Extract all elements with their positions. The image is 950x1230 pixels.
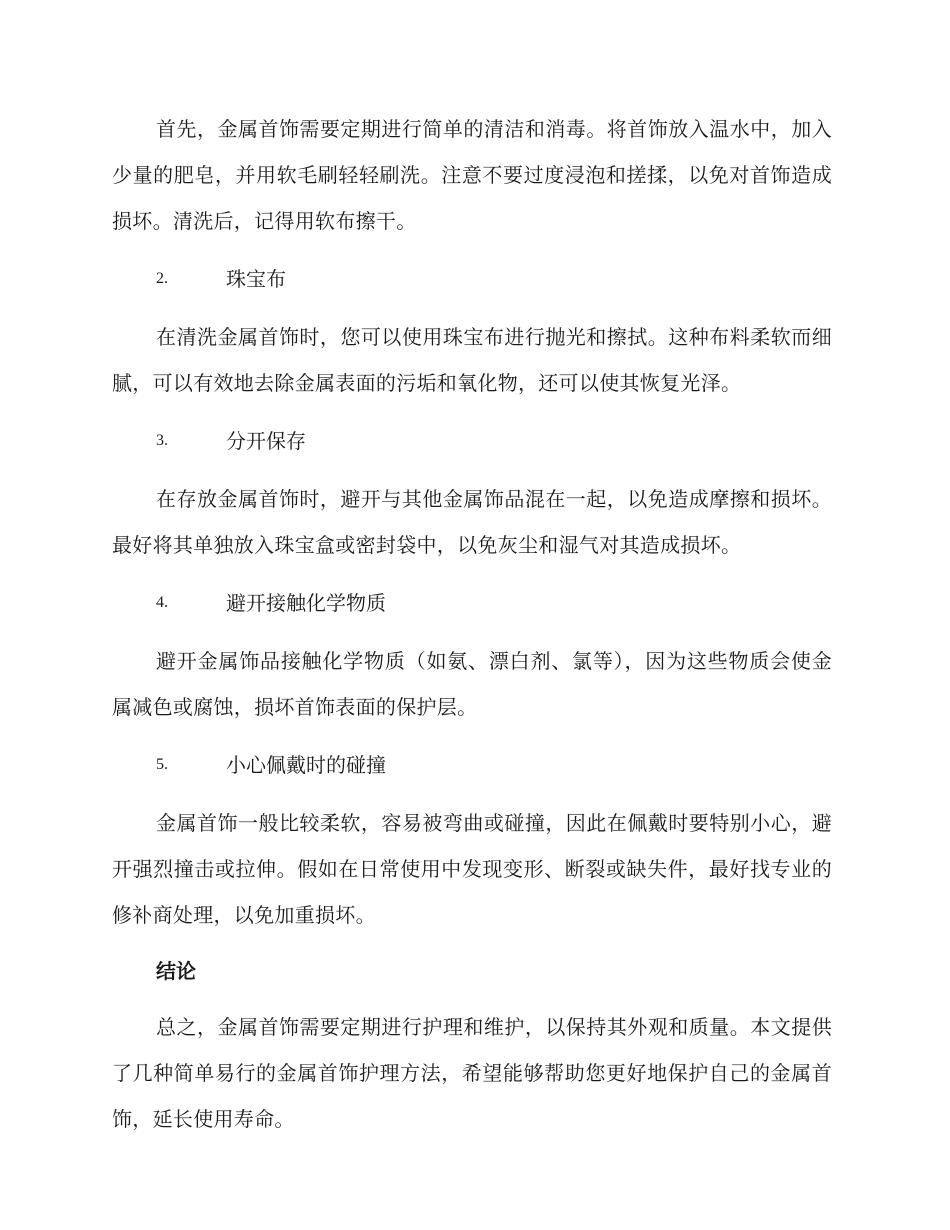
- list-item-number: 3.: [156, 432, 168, 449]
- list-item-title: 分开保存: [226, 429, 306, 453]
- list-item-number: 5.: [156, 756, 168, 773]
- list-item-heading: [112, 256, 832, 302]
- intro-paragraph: 首先，金属首饰需要定期进行简单的清洁和消毒。将首饰放入温水中，加入少量的肥皂，并用软毛刷轻轻刷洗。注意不要过度浸泡和搓揉，以免对首饰造成损坏。清洗后，记得用软布擦干。: [112, 117, 832, 233]
- list-item-paragraph: 避开金属饰品接触化学物质（如氨、漂白剂、氯等），因为这些物质会使金属减色或腐蚀，损坏首饰表面的保护层。: [112, 649, 832, 719]
- list-item-title: 小心佩戴时的碰撞: [226, 753, 386, 777]
- list-item-paragraph: 金属首饰一般比较柔软，容易被弯曲或碰撞，因此在佩戴时要特别小心，避开强烈撞击或拉伸。假如在日常使用中发现变形、断裂或缺失件，最好找专业的修补商处理，以免加重损坏。: [112, 811, 832, 927]
- list-item-paragraph: 在清洗金属首饰时，您可以使用珠宝布进行抛光和擦拭。这种布料柔软而细腻，可以有效地去除金属表面的污垢和氧化物，还可以使其恢复光泽。: [112, 325, 832, 395]
- list-item-heading: [112, 580, 832, 626]
- list-item-number: 4.: [156, 594, 168, 611]
- list-item-paragraph: 在存放金属首饰时，避开与其他金属饰品混在一起，以免造成摩擦和损坏。最好将其单独放入珠宝盒或密封袋中，以免灰尘和湿气对其造成损坏。: [112, 487, 832, 557]
- list-item-heading: [112, 742, 832, 788]
- list-item-title: 避开接触化学物质: [226, 591, 386, 615]
- list-item-heading: [112, 418, 832, 464]
- list-item-number: 2.: [156, 270, 168, 287]
- conclusion-paragraph: 总之，金属首饰需要定期进行护理和维护，以保持其外观和质量。本文提供了几种简单易行的金属首饰护理方法，希望能够帮助您更好地保护自己的金属首饰，延长使用寿命。: [112, 1015, 832, 1131]
- list-item-title: 珠宝布: [226, 267, 286, 291]
- document-body: [112, 106, 832, 1142]
- conclusion-heading: 结论: [156, 959, 196, 983]
